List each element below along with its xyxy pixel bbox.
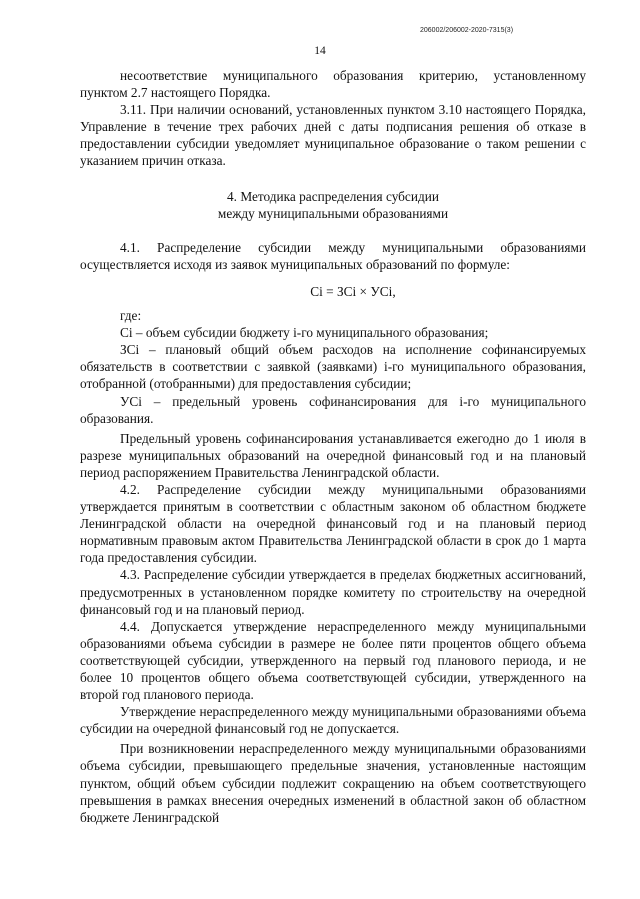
section-heading-line1: 4. Методика распределения субсидии [227, 188, 439, 204]
paragraph-3-11: 3.11. При наличии оснований, установленных пунктом 3.10 настоящего Порядка, Управление в течение трех рабочих дней с даты подписания решения об отказе в предоставлении субсидии уведомляет муниципальное образование о таком решении с указанием причин отказа. [80, 102, 586, 169]
paragraph-cofinancing-level: Предельный уровень софинансирования устанавливается ежегодно до 1 июля в разрезе муниципальных образований на очередной финансовый год и на плановый период распоряжением Правительства Ленинградской области. [80, 430, 586, 480]
page-number: 14 [314, 45, 326, 57]
paragraph-criterion: несоответствие муниципального образования критерию, установленному пунктом 2.7 настоящего Порядка. [80, 68, 586, 101]
section-heading [80, 188, 586, 222]
subsidy-formula: Ci = ЗCi × УCi, [310, 283, 396, 299]
definition-uci: УCi – предельный уровень софинансирования для i-го муниципального образования. [80, 393, 586, 426]
paragraph-4-3: 4.3. Распределение субсидии утверждается в пределах бюджетных ассигнований, предусмотренных в установленном порядке комитету по строительству на очередной финансовый год и на плановый период. [80, 567, 586, 617]
definition-ci: Ci – объем субсидии бюджету i-го муниципального образования; [120, 325, 489, 341]
definition-zci: ЗCi – плановый общий объем расходов на исполнение софинансируемых обязательств в соответствии с заявкой (заявками) i-го муниципального образования, отобранной (отобранными) для предоставления субсидии; [80, 342, 586, 392]
document-id: 206002/206002-2020-7315(3) [420, 27, 514, 34]
paragraph-4-4: 4.4. Допускается утверждение нераспределенного между муниципальными образованиями объема субсидии в размере не более пяти процентов общего объема соответствующей субсидии, утвержденного на первый год планового периода, и не более 10 процентов общего объема соответствующей субсидии, утвержденного на второй год планового периода. [80, 618, 586, 703]
paragraph-undistributed-approval: Утверждение нераспределенного между муниципальными образованиями объема субсидии на очередной финансовый год не допускается. [80, 704, 586, 737]
where-label: где: [120, 308, 142, 324]
paragraph-4-1: 4.1. Распределение субсидии между муниципальными образованиями осуществляется исходя из заявок муниципальных образований по формуле: [80, 239, 586, 272]
document-body [80, 67, 586, 826]
paragraph-undistributed-excess: При возникновении нераспределенного между муниципальными образованиями объема субсидии, превышающего предельные значения, установленные настоящим пунктом, общий объем субсидии подлежит сокращению на объем соответствующего превышения в рамках внесения очередных изменений в областной закон об областном бюджете Ленинградской [80, 741, 586, 825]
section-heading-line2: между муниципальными образованиями [217, 205, 449, 221]
paragraph-4-2: 4.2. Распределение субсидии между муниципальными образованиями утверждается принятым в соответствии с областным законом об областном бюджете Ленинградской области на очередной финансовый год и на плановый период нормативным правовым актом Правительства Ленинградской области в срок до 1 марта года предоставления субсидии. [80, 481, 586, 566]
